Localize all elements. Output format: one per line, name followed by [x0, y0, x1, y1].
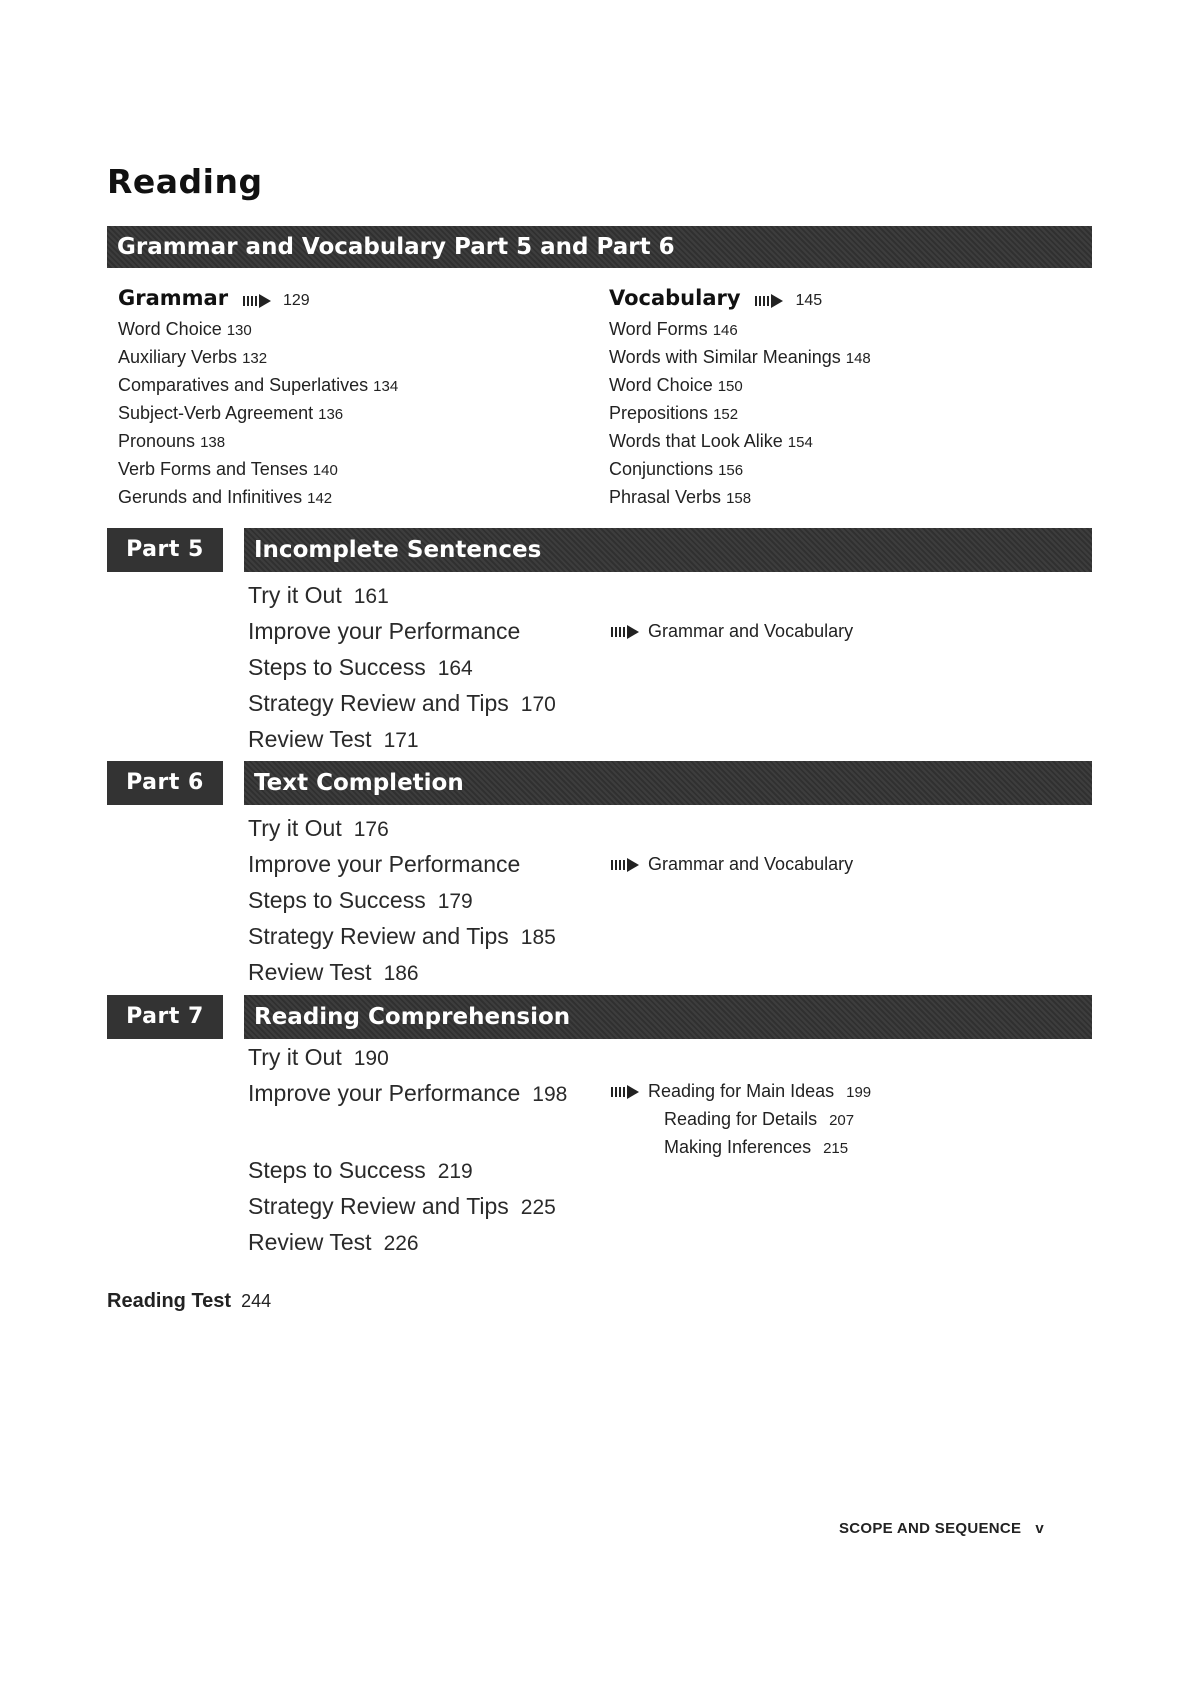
- part-5-steps: [248, 578, 556, 758]
- list-item[interactable]: Verb Forms and Tenses 140: [118, 459, 338, 479]
- list-item[interactable]: Prepositions 152: [609, 403, 739, 423]
- list-item[interactable]: Reading for Main Ideas 199: [611, 1078, 871, 1106]
- vocabulary-heading: Vocabulary: [609, 286, 741, 310]
- grammar-section: [118, 286, 598, 512]
- list-item[interactable]: Strategy Review and Tips 170: [248, 690, 556, 716]
- part-5-tag: Part 5: [107, 528, 223, 572]
- arrow-icon: [611, 1085, 639, 1099]
- arrow-icon: [611, 858, 639, 872]
- list-item[interactable]: Gerunds and Infinitives 142: [118, 487, 333, 507]
- list-item[interactable]: Review Test 171: [248, 726, 419, 752]
- list-item[interactable]: Try it Out 176: [248, 815, 389, 841]
- list-item[interactable]: Strategy Review and Tips 225: [248, 1193, 556, 1219]
- list-item[interactable]: Improve your Performance: [248, 851, 521, 877]
- list-item[interactable]: Strategy Review and Tips 185: [248, 923, 556, 949]
- part-7-steps-bottom: [248, 1153, 556, 1261]
- list-item[interactable]: Conjunctions 156: [609, 459, 744, 479]
- list-item[interactable]: Words that Look Alike 154: [609, 431, 813, 451]
- reading-test-entry[interactable]: Reading Test 244: [107, 1290, 272, 1312]
- list-item[interactable]: Words with Similar Meanings 148: [609, 347, 871, 367]
- list-item[interactable]: Auxiliary Verbs 132: [118, 347, 268, 367]
- list-item[interactable]: Review Test 226: [248, 1229, 419, 1255]
- list-item[interactable]: Try it Out 190: [248, 1044, 389, 1070]
- list-item[interactable]: Improve your Performance: [248, 618, 521, 644]
- list-item[interactable]: Steps to Success 164: [248, 654, 473, 680]
- part-5-focus[interactable]: Grammar and Vocabulary: [611, 618, 853, 644]
- page-footer: SCOPE AND SEQUENCE v: [838, 1520, 1044, 1537]
- list-item[interactable]: Subject-Verb Agreement 136: [118, 403, 344, 423]
- list-item[interactable]: Comparatives and Superlatives 134: [118, 375, 399, 395]
- part-7-title: Reading Comprehension: [254, 1004, 571, 1030]
- list-item[interactable]: Try it Out 161: [248, 582, 389, 608]
- part-7-banner: [244, 995, 1092, 1039]
- vocabulary-section: [609, 286, 1089, 512]
- list-item[interactable]: Word Choice 150: [609, 375, 743, 395]
- list-item[interactable]: Steps to Success 179: [248, 887, 473, 913]
- grammar-list: [118, 316, 598, 512]
- vocabulary-page: 145: [795, 292, 823, 309]
- list-item[interactable]: Improve your Performance 198: [248, 1080, 568, 1106]
- part-6-tag: Part 6: [107, 761, 223, 805]
- part-6-title: Text Completion: [254, 770, 464, 796]
- list-item[interactable]: Reading for Details 207: [664, 1109, 855, 1129]
- part-6-banner: [244, 761, 1092, 805]
- grammar-page: 129: [282, 292, 310, 309]
- part-6-steps: [248, 811, 556, 991]
- arrow-icon: [243, 294, 271, 308]
- grammar-vocabulary-banner: [107, 226, 1092, 268]
- arrow-icon: [755, 294, 783, 308]
- arrow-icon: [611, 625, 639, 639]
- part-5-title: Incomplete Sentences: [254, 537, 542, 563]
- list-item[interactable]: Word Choice 130: [118, 319, 252, 339]
- list-item[interactable]: Making Inferences 215: [664, 1137, 849, 1157]
- list-item[interactable]: Steps to Success 219: [248, 1157, 473, 1183]
- banner-title: Grammar and Vocabulary Part 5 and Part 6: [117, 234, 675, 260]
- list-item[interactable]: Word Forms 146: [609, 319, 738, 339]
- part-7-steps-top: [248, 1040, 567, 1112]
- page-title: Reading: [107, 162, 263, 201]
- grammar-heading: Grammar: [118, 286, 229, 310]
- part-7-subtopics: [611, 1078, 871, 1162]
- list-item[interactable]: Phrasal Verbs 158: [609, 487, 752, 507]
- list-item[interactable]: Review Test 186: [248, 959, 419, 985]
- part-6-focus[interactable]: Grammar and Vocabulary: [611, 851, 853, 877]
- vocabulary-list: [609, 316, 1089, 512]
- list-item[interactable]: Pronouns 138: [118, 431, 226, 451]
- part-5-banner: [244, 528, 1092, 572]
- part-7-tag: Part 7: [107, 995, 223, 1039]
